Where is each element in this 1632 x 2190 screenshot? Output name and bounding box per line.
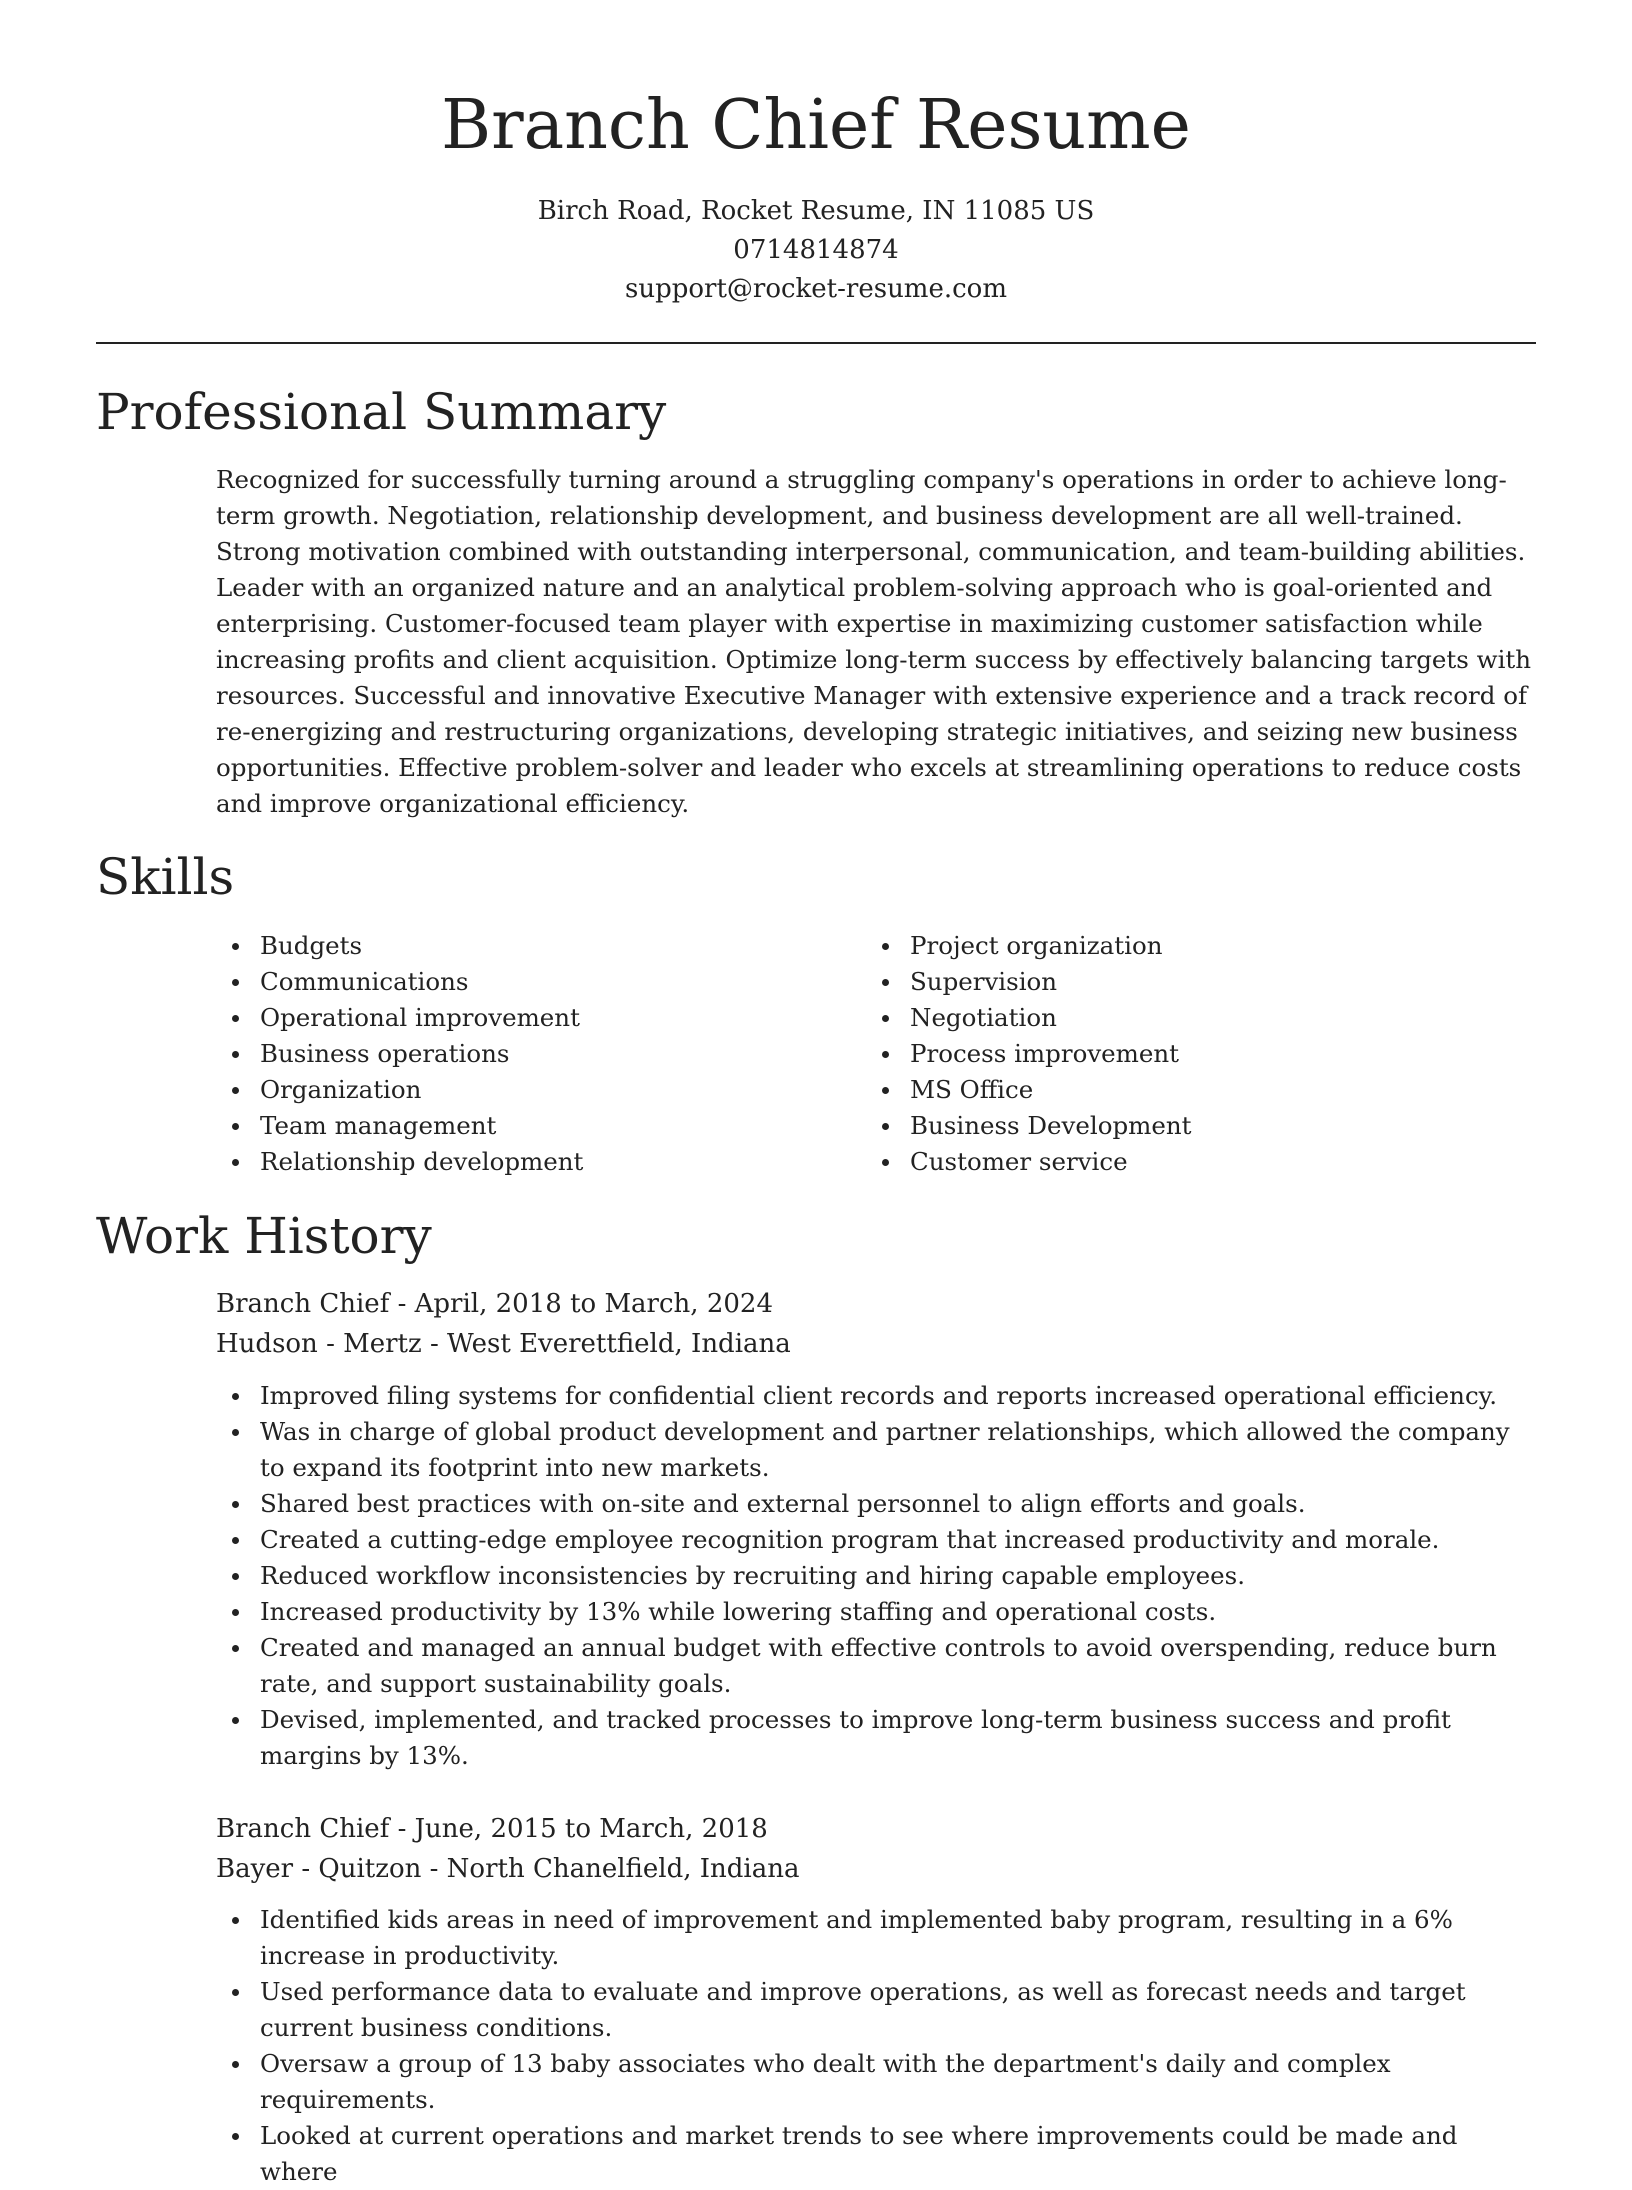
skills-list-right: [866, 928, 1506, 1180]
skill-item: Process improvement: [866, 1036, 1506, 1072]
job-bullet: Shared best practices with on-site and external personnel to align efforts and goals.: [216, 1486, 1540, 1522]
skill-item: Communications: [216, 964, 856, 1000]
job-bullet: Increased productivity by 13% while lowering staffing and operational costs.: [216, 1594, 1540, 1630]
job-company-line: Hudson - Mertz - West Everettfield, Indiana: [216, 1329, 791, 1359]
resume-title: Branch Chief Resume: [441, 86, 1191, 165]
skill-item: Business operations: [216, 1036, 856, 1072]
skill-item: Supervision: [866, 964, 1506, 1000]
skill-item: Organization: [216, 1072, 856, 1108]
job-company-line: Bayer - Quitzon - North Chanelfield, Indiana: [216, 1854, 800, 1884]
skill-item: Business Development: [866, 1108, 1506, 1144]
skill-item: Customer service: [866, 1144, 1506, 1180]
job-bullet: Reduced workflow inconsistencies by recruiting and hiring capable employees.: [216, 1558, 1540, 1594]
job-bullet-list: [216, 1902, 1540, 2190]
job-bullet: Created a cutting-edge employee recognition program that increased productivity and morale.: [216, 1522, 1540, 1558]
skill-item: Operational improvement: [216, 1000, 856, 1036]
job-bullet: Devised, implemented, and tracked processes to improve long-term business success and profit margins by 13%.: [216, 1702, 1540, 1774]
job-bullet: Was in charge of global product development and partner relationships, which allowed the company to expand its footprint into new markets.: [216, 1414, 1540, 1486]
skill-item: MS Office: [866, 1072, 1506, 1108]
contact-email[interactable]: support@rocket-resume.com: [624, 274, 1007, 304]
work-history-heading: Work History: [96, 1207, 432, 1265]
contact-address: Birch Road, Rocket Resume, IN 11085 US: [537, 196, 1095, 226]
skills-list-left: [216, 928, 856, 1180]
job-bullet: Oversaw a group of 13 baby associates who dealt with the department's daily and complex requirements.: [216, 2046, 1540, 2118]
skill-item: Project organization: [866, 928, 1506, 964]
job-bullet: Looked at current operations and market trends to see where improvements could be made and where: [216, 2118, 1540, 2190]
skill-item: Budgets: [216, 928, 856, 964]
contact-info: [0, 192, 1632, 309]
job-bullet: Used performance data to evaluate and improve operations, as well as forecast needs and target current business conditions.: [216, 1974, 1540, 2046]
job-title-line: Branch Chief - June, 2015 to March, 2018: [216, 1814, 768, 1844]
summary-text: Recognized for successfully turning around a struggling company's operations in order to achieve long-term growth. Negotiation, relationship development, and business development are all well-trained. Strong motivation combined with outstanding interpersonal, communication, and team-building abilities. Leader with an organized nature and an analytical problem-solving approach who is goal-oriented and enterprising. Customer-focused team player with expertise in maximizing customer satisfaction while increasing profits and client acquisition. Optimize long-term success by effectively balancing targets with resources. Successful and innovative Executive Manager with extensive experience and a track record of re-energizing and restructuring organizations, developing strategic initiatives, and seizing new business opportunities. Effective problem-solver and leader who excels at streamlining operations to reduce costs and improve organizational efficiency.: [216, 465, 1532, 818]
job-bullet: Identified kids areas in need of improvement and implemented baby program, resulting in a 6% increase in productivity.: [216, 1902, 1540, 1974]
contact-phone: 0714814874: [733, 235, 899, 265]
job-title-line: Branch Chief - April, 2018 to March, 2024: [216, 1289, 773, 1319]
job-bullet: Created and managed an annual budget with effective controls to avoid overspending, reduce burn rate, and support sustainability goals.: [216, 1630, 1540, 1702]
skill-item: Relationship development: [216, 1144, 856, 1180]
header-divider: [96, 342, 1536, 344]
job-bullet-list: [216, 1378, 1540, 1774]
skill-item: Negotiation: [866, 1000, 1506, 1036]
skill-item: Team management: [216, 1108, 856, 1144]
job-bullet: Improved filing systems for confidential client records and reports increased operational efficiency.: [216, 1378, 1540, 1414]
skills-heading: Skills: [96, 848, 235, 906]
summary-heading: Professional Summary: [96, 383, 667, 441]
